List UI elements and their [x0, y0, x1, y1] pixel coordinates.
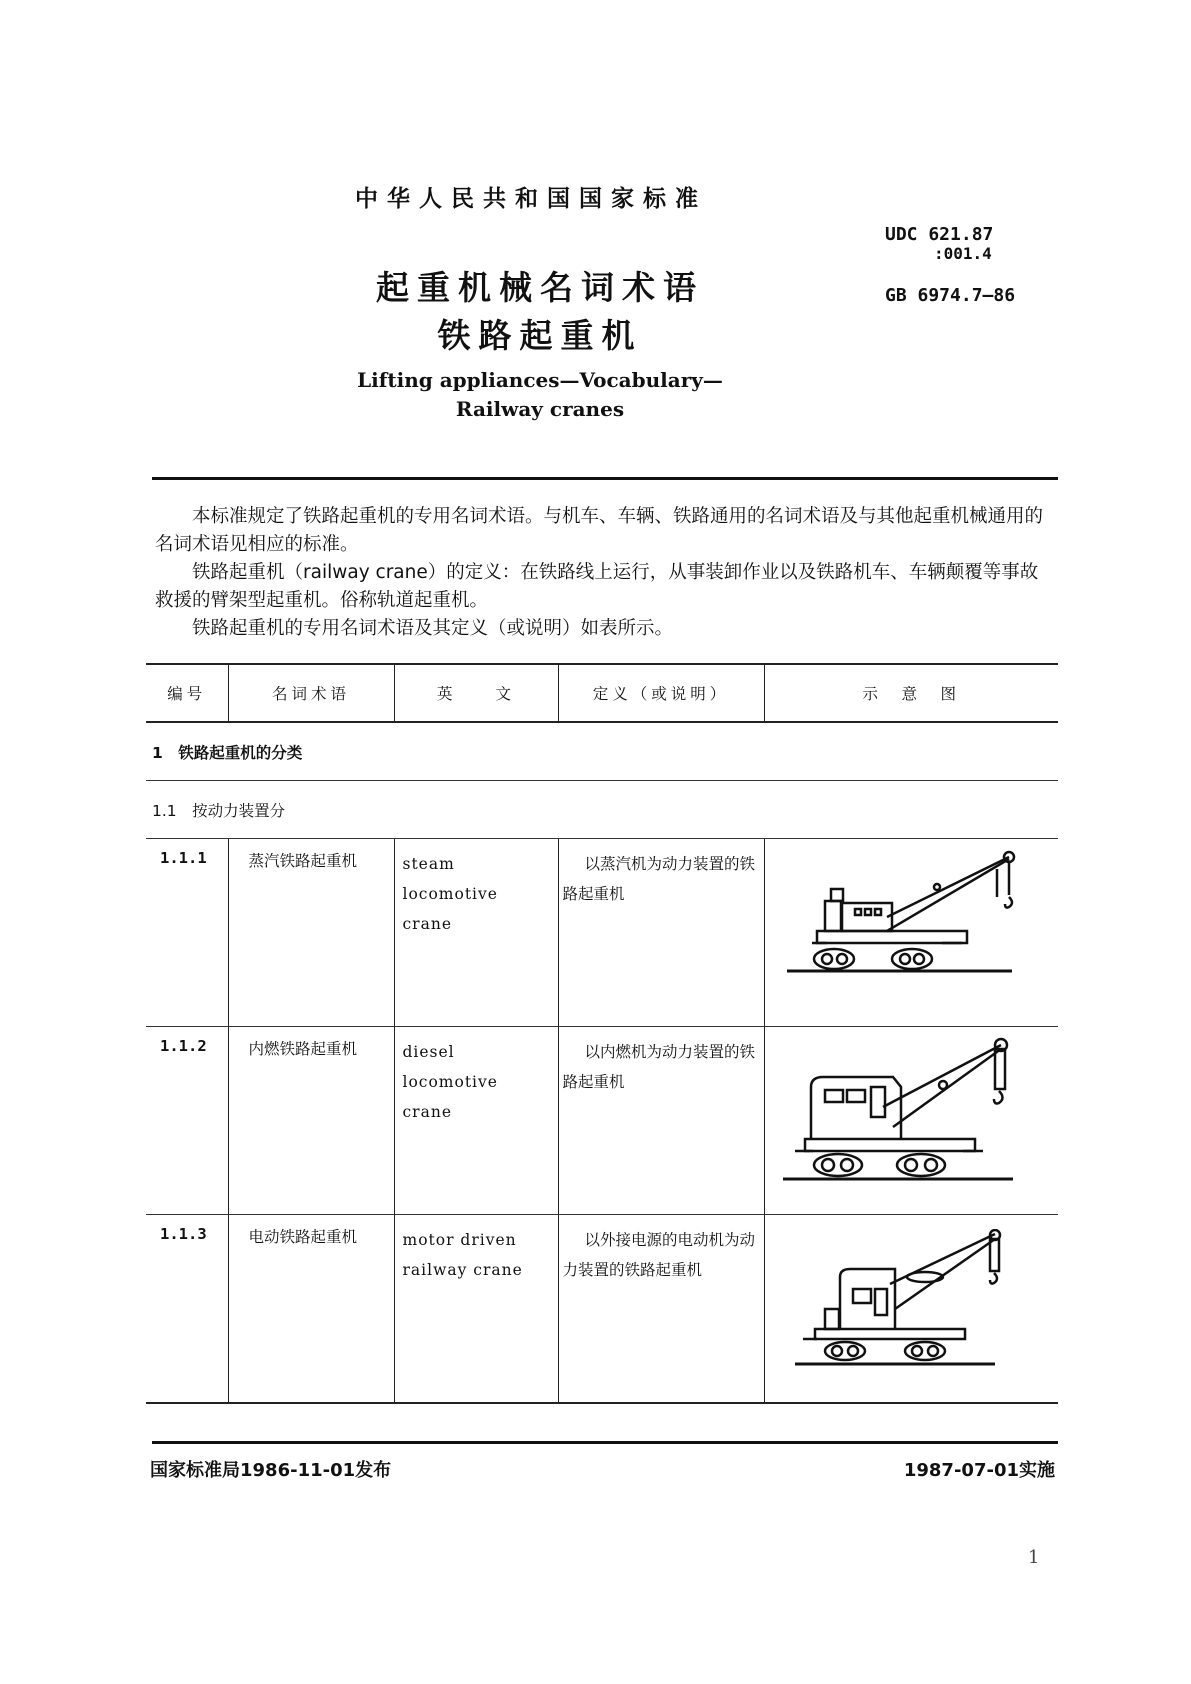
term-definition: [558, 839, 764, 1027]
subsection-row: [146, 781, 1058, 839]
term-number: 1.1.3: [146, 1215, 228, 1404]
header-english: 英 文: [394, 664, 558, 722]
udc-code-sub: :001.4: [934, 244, 992, 263]
table-header-row: [146, 664, 1058, 722]
term-name: 内燃铁路起重机: [228, 1027, 394, 1215]
title-en-line2: Railway cranes: [455, 397, 625, 421]
issue-date: 国家标准局1986-11-01发布: [150, 1460, 392, 1481]
gb-code: GB 6974.7—86: [885, 285, 1016, 306]
term-english: [394, 1027, 558, 1215]
diesel-crane-drawing: [783, 1037, 1043, 1197]
intro-text: [155, 503, 1055, 643]
electric-crane-diagram: [764, 1215, 1058, 1404]
header-definition: 定义（或说明）: [558, 664, 764, 722]
title-divider: [152, 477, 1058, 480]
terms-table: [146, 663, 1058, 1404]
steam-crane-drawing: [787, 847, 1037, 997]
page-number: 1: [1028, 1547, 1040, 1568]
footer-divider: [152, 1441, 1058, 1444]
term-english-line1: diesel locomotive: [402, 1043, 498, 1091]
term-definition-text: 以蒸汽机为动力装置的铁路起重机: [562, 855, 756, 903]
term-name: 电动铁路起重机: [228, 1215, 394, 1404]
electric-crane-drawing: [795, 1229, 1035, 1379]
title-cn-line2: 铁路起重机: [437, 316, 643, 355]
section-heading: 1 铁路起重机的分类: [146, 722, 1058, 781]
udc-code: UDC 621.87: [885, 224, 994, 245]
table-row: [146, 839, 1058, 1027]
intro-paragraph-3: 铁路起重机的专用名词术语及其定义（或说明）如表所示。: [192, 618, 674, 639]
steam-crane-diagram: [764, 839, 1058, 1027]
effective-date: 1987-07-01实施: [903, 1460, 1055, 1481]
term-definition-text: 以内燃机为动力装置的铁路起重机: [562, 1043, 756, 1091]
header-term: 名词术语: [228, 664, 394, 722]
term-english: [394, 839, 558, 1027]
section-row: [146, 722, 1058, 781]
intro-paragraph-2: 铁路起重机（railway crane）的定义：在铁路线上运行，从事装卸作业以及铁路机车、车辆颠覆等事故救援的臂架型起重机。俗称轨道起重机。: [155, 562, 1039, 611]
standard-type: 中华人民共和国国家标准: [355, 186, 707, 212]
header-number: 编号: [146, 664, 228, 722]
term-number: 1.1.1: [146, 839, 228, 1027]
subsection-heading: 1.1 按动力装置分: [146, 781, 1058, 839]
term-english-line2: crane: [402, 915, 452, 933]
title-cn-line1: 起重机械名词术语: [376, 268, 704, 307]
term-english-line2: crane: [402, 1103, 452, 1121]
term-english: [394, 1215, 558, 1404]
table-row: [146, 1027, 1058, 1215]
term-english-line1: motor driven: [402, 1231, 517, 1249]
diesel-crane-diagram: [764, 1027, 1058, 1215]
term-definition: [558, 1027, 764, 1215]
term-english-line2: railway crane: [402, 1261, 523, 1279]
term-definition: [558, 1215, 764, 1404]
title-en-line1: Lifting appliances—Vocabulary—: [357, 368, 723, 392]
term-english-line1: steam locomotive: [402, 855, 498, 903]
intro-paragraph-1: 本标准规定了铁路起重机的专用名词术语。与机车、车辆、铁路通用的名词术语及与其他起重机械通用的名词术语见相应的标准。: [155, 506, 1044, 555]
table-row: [146, 1215, 1058, 1404]
term-definition-text: 以外接电源的电动机为动力装置的铁路起重机: [562, 1231, 756, 1279]
term-number: 1.1.2: [146, 1027, 228, 1215]
term-name: 蒸汽铁路起重机: [228, 839, 394, 1027]
header-diagram: 示 意 图: [764, 664, 1058, 722]
